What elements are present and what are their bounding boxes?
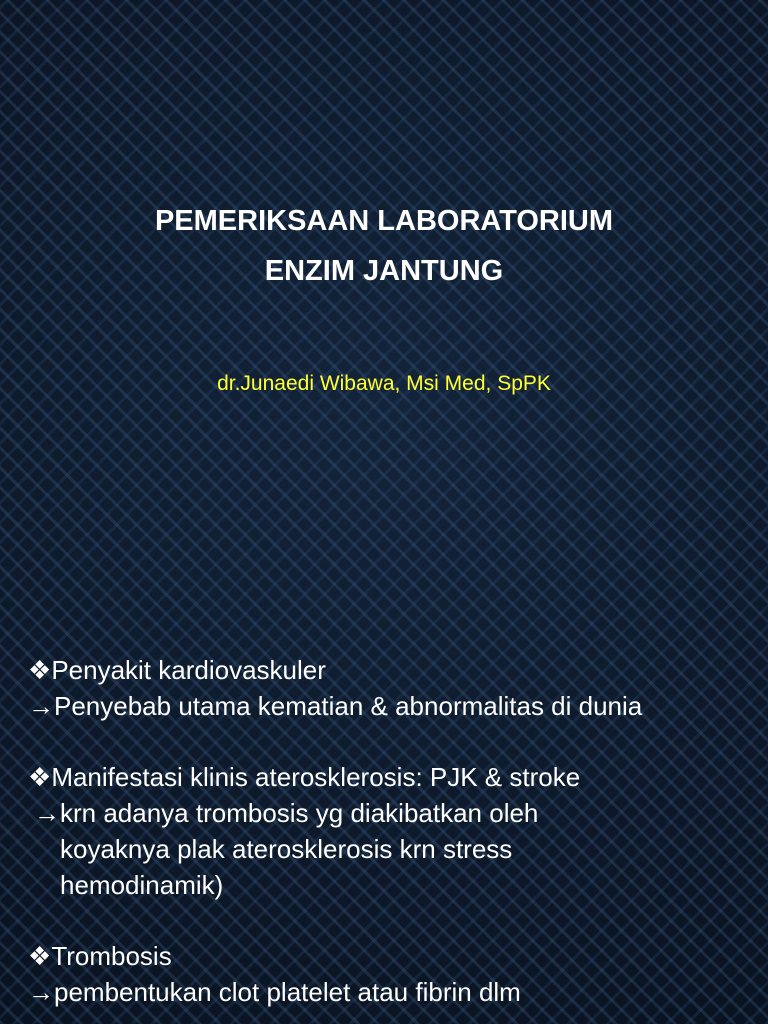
bullet-item-manifestation [28, 759, 758, 795]
bullet-text: Penyakit kardiovaskuler [51, 655, 326, 685]
sub-item-cause [28, 688, 758, 724]
sub-item-continuation: koyaknya plak aterosklerosis krn stress [60, 834, 513, 864]
author-name: dr.Junaedi Wibawa, Msi Med, SpPK [217, 372, 551, 395]
sub-item-text: pembentukan clot platelet atau fibrin dlm [54, 977, 521, 1007]
arrow-right-icon: → [34, 798, 60, 828]
title-line-2: ENZIM JANTUNG [264, 255, 504, 287]
sub-item-text: Penyebab utama kematian & abnormalitas di dunia [54, 691, 643, 721]
slide-title-heading [0, 196, 768, 296]
diamond-bullet-icon: ❖ [28, 941, 52, 971]
sub-item-text: krn adanya trombosis yg diakibatkan oleh [60, 798, 539, 828]
diamond-bullet-icon: ❖ [28, 655, 52, 685]
sub-item-continuation: hemodinamik) [60, 870, 224, 900]
arrow-right-icon: → [28, 977, 54, 1007]
bullet-text: Trombosis [51, 941, 172, 971]
bullet-text: Manifestasi klinis aterosklerosis: PJK & stroke [51, 762, 581, 792]
bullet-list [28, 652, 758, 1010]
diamond-bullet-icon: ❖ [28, 762, 52, 792]
bullet-item-cardiovascular [28, 652, 758, 688]
sub-item-clot [28, 974, 758, 1010]
bullet-item-thrombosis [28, 938, 758, 974]
arrow-right-icon: → [28, 691, 54, 721]
sub-item-thrombosis-cause [28, 795, 758, 831]
title-line-1: PEMERIKSAAN LABORATORIUM [154, 205, 614, 237]
slide-content [0, 512, 768, 1024]
